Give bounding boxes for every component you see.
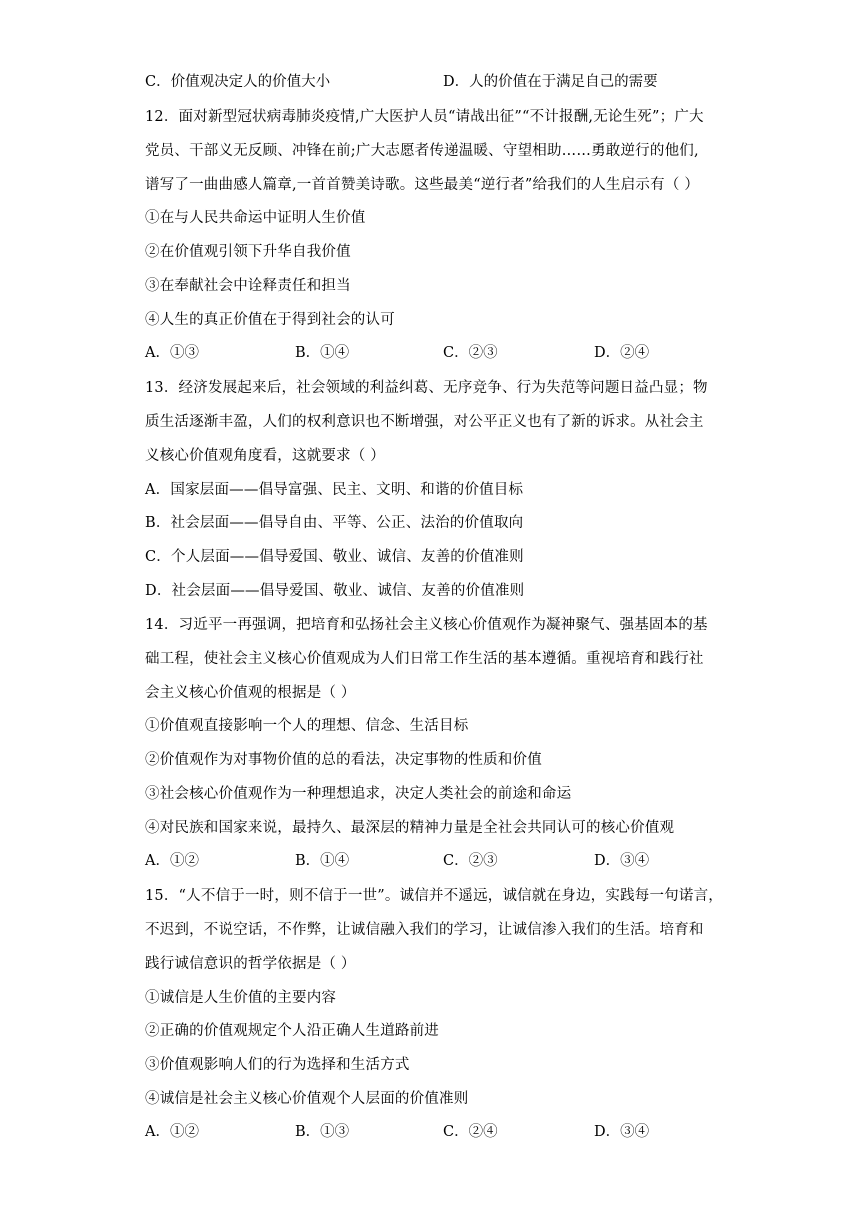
q15-stem-line-2: 不迟到，不说空话，不作弊，让诚信融入我们的学习，让诚信渗入我们的生活。培育和: [145, 922, 704, 938]
q14-option-d: D．③④: [594, 853, 650, 869]
q12-stem-line-3: 谱写了一曲曲感人篇章,一首首赞美诗歌。这些最美“逆行者”给我们的人生启示有（ ）: [145, 177, 700, 193]
q14-item-1: ①价值观直接影响一个人的理想、信念、生活目标: [145, 718, 469, 734]
q12-option-a: A．①③: [145, 345, 199, 361]
q13-option-b: B．社会层面——倡导自由、平等、公正、法治的价值取向: [145, 515, 524, 531]
q13-stem-line-3: 义核心价值观角度看，这就要求（ ）: [145, 448, 386, 464]
q12-option-b: B．①④: [295, 345, 350, 361]
q12-stem-line-1: 12．面对新型冠状病毒肺炎疫情,广大医护人员“请战出征”“不计报酬,无论生死”；广大: [145, 109, 704, 125]
q12-item-3: ③在奉献社会中诠释责任和担当: [145, 278, 351, 294]
q13-option-c: C．个人层面——倡导爱国、敬业、诚信、友善的价值准则: [145, 549, 524, 565]
q13-option-a: A．国家层面——倡导富强、民主、文明、和谐的价值目标: [145, 482, 524, 498]
q15-stem-line-3: 践行诚信意识的哲学依据是（ ）: [145, 956, 356, 972]
q12-option-c: C．②③: [443, 345, 498, 361]
q15-option-c: C．②④: [443, 1124, 498, 1140]
q15-item-4: ④诚信是社会主义核心价值观个人层面的价值准则: [145, 1091, 469, 1107]
q12-item-2: ②在价值观引领下升华自我价值: [145, 244, 351, 260]
q15-option-a: A．①②: [145, 1124, 199, 1140]
q14-item-4: ④对民族和国家来说，最持久、最深层的精神力量是全社会共同认可的核心价值观: [145, 820, 675, 836]
q14-stem-line-2: 础工程，使社会主义核心价值观成为人们日常工作生活的基本遵循。重视培育和践行社: [145, 651, 704, 667]
q12-stem-line-2: 党员、干部义无反顾、冲锋在前;广大志愿者传递温暖、守望相助……勇敢逆行的他们,: [145, 143, 699, 159]
q12-item-4: ④人生的真正价值在于得到社会的认可: [145, 312, 395, 328]
q13-stem-line-2: 质生活逐渐丰盈，人们的权利意识也不断增强，对公平正义也有了新的诉求。从社会主: [145, 414, 704, 430]
q15-item-3: ③价值观影响人们的行为选择和生活方式: [145, 1057, 410, 1073]
q12-option-d: D．②④: [594, 345, 650, 361]
q15-option-b: B．①③: [295, 1124, 350, 1140]
q14-item-3: ③社会核心价值观作为一种理想追求，决定人类社会的前途和命运: [145, 786, 572, 802]
q15-option-d: D．③④: [594, 1124, 650, 1140]
q15-item-1: ①诚信是人生价值的主要内容: [145, 990, 337, 1006]
q15-item-2: ②正确的价值观规定个人沿正确人生道路前进: [145, 1023, 439, 1039]
q15-stem-line-1: 15．“人不信于一时，则不信于一世”。诚信并不遥远，诚信就在身边，实践每一句诺言，: [145, 888, 723, 904]
q14-option-b: B．①④: [295, 853, 350, 869]
q14-stem-line-1: 14．习近平一再强调，把培育和弘扬社会主义核心价值观作为凝神聚气、强基固本的基: [145, 617, 708, 633]
q12-item-1: ①在与人民共命运中证明人生价值: [145, 210, 366, 226]
q11-option-d: D．人的价值在于满足自己的需要: [443, 74, 658, 90]
q13-stem-line-1: 13．经济发展起来后，社会领域的利益纠葛、无序竞争、行为失范等问题日益凸显；物: [145, 380, 708, 396]
q11-option-c: C．价值观决定人的价值大小: [145, 74, 331, 90]
q14-option-a: A．①②: [145, 853, 199, 869]
q14-option-c: C．②③: [443, 853, 498, 869]
q14-item-2: ②价值观作为对事物价值的总的看法，决定事物的性质和价值: [145, 752, 542, 768]
q13-option-d: D．社会层面——倡导爱国、敬业、诚信、友善的价值准则: [145, 583, 525, 599]
q14-stem-line-3: 会主义核心价值观的根据是（ ）: [145, 685, 356, 701]
